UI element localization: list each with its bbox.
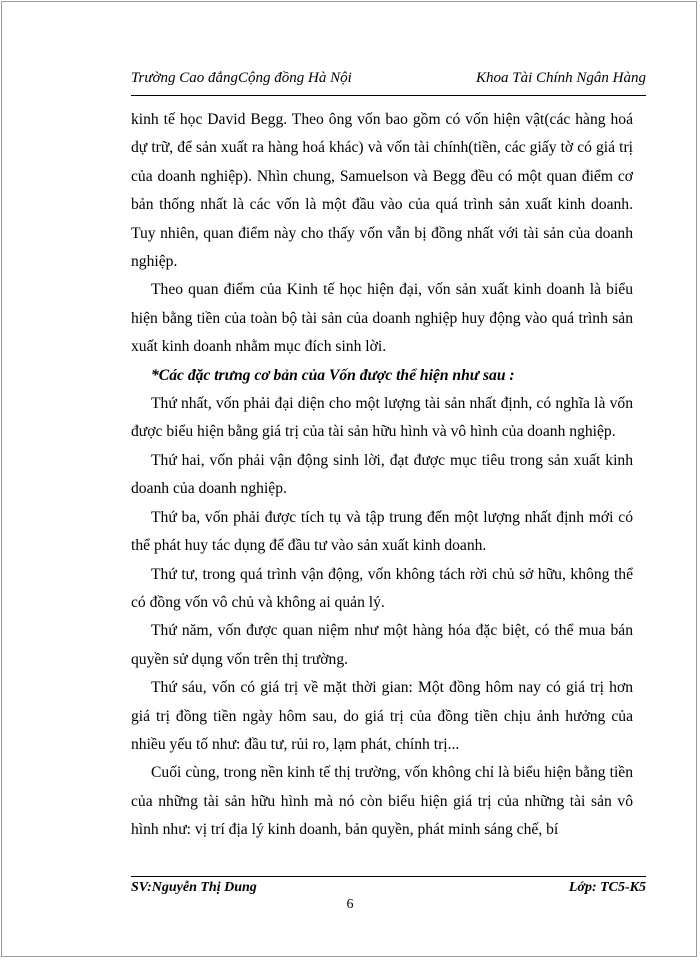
header-department: Khoa Tài Chính Ngân Hàng	[475, 70, 646, 86]
paragraph-feature-fifth: Thứ năm, vốn được quan niệm như một hàng hóa đặc biệt, có thể mua bán quyền sử dụng vốn trên thị trường.	[131, 622, 633, 668]
paragraph-feature-first: Thứ nhất, vốn phải đại diện cho một lượng tài sản nhất định, có nghĩa là vốn được biểu hiện bằng giá trị của tài sản hữu hình và vô hình của doanh nghiệp.	[131, 395, 633, 441]
paragraph-feature-fourth: Thứ tư, trong quá trình vận động, vốn không tách rời chủ sở hữu, không thể có đồng vốn vô chủ và không ai quản lý.	[131, 565, 633, 611]
document-body	[131, 106, 633, 845]
header-school-name: Trường Cao đẳngCộng đồng Hà Nội	[131, 70, 352, 86]
header-divider	[131, 95, 646, 96]
paragraph-begg-capital: kinh tế học David Begg. Theo ông vốn bao gồm có vốn hiện vật(các hàng hoá dự trữ, để sản xuất ra hàng hoá khác) và vốn tài chính(tiền, các giấy tờ có giá trị của doanh nghiệp). Nhìn chung, Samuelson và Begg đều có một quan điểm cơ bản thống nhất là các vốn là một đầu vào của quá trình sản xuất kinh doanh. Tuy nhiên, quan điểm này cho thấy vốn vẫn bị đồng nhất với tài sản của doanh nghiệp.	[131, 111, 633, 271]
paragraph-modern-economics: Theo quan điểm của Kinh tế học hiện đại, vốn sản xuất kinh doanh là biểu hiện bằng tiền của toàn bộ tài sản của doanh nghiệp huy động vào quá trình sản xuất kinh doanh nhằm mục đích sinh lời.	[131, 281, 633, 356]
paragraph-feature-second: Thứ hai, vốn phải vận động sinh lời, đạt được mục tiêu trong sản xuất kinh doanh của doanh nghiệp.	[131, 451, 633, 498]
footer-class: Lớp: TC5-K5	[568, 880, 646, 895]
paragraph-feature-sixth: Thứ sáu, vốn có giá trị về mặt thời gian: Một đồng hôm nay có giá trị hơn giá trị đồng tiền ngày hôm sau, do giá trị của đồng tiền chịu ảnh hưởng của nhiều yếu tố như: đầu tư, rủi ro, lạm phát, chính trị...	[131, 679, 633, 753]
paragraph-feature-final: Cuối cùng, trong nền kinh tế thị trường, vốn không chỉ là biểu hiện bằng tiền của những tài sản hữu hình mà nó còn biểu hiện giá trị của những tài sản vô hình như: vị trí địa lý kinh doanh, bản quyền, phát minh sáng chế, bí	[131, 764, 633, 839]
page-header	[131, 68, 646, 92]
paragraph-feature-third: Thứ ba, vốn phải được tích tụ và tập trung đến một lượng nhất định mới có thể phát huy tác dụng để đầu tư vào sản xuất kinh doanh.	[131, 508, 633, 555]
footer-divider	[131, 876, 646, 877]
page-number: 6	[346, 897, 354, 912]
footer-student-name: SV:Nguyễn Thị Dung	[131, 880, 257, 895]
section-heading-capital-features: *Các đặc trưng cơ bản của Vốn được thể hiện như sau :	[151, 366, 515, 384]
